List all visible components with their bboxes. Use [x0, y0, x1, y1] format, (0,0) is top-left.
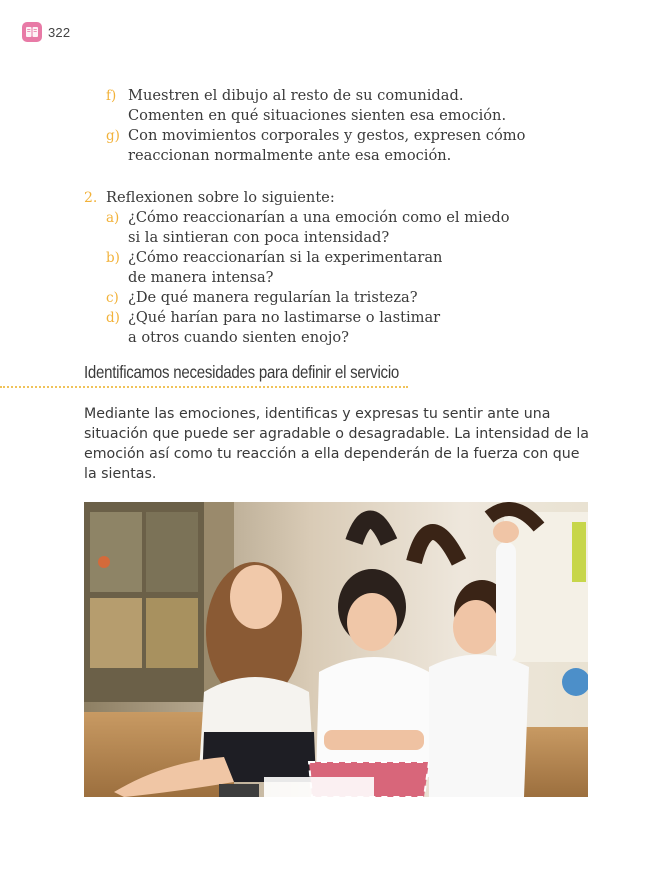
section-divider — [0, 386, 408, 388]
list-item-text: ¿Cómo reaccionarían si la experimentaran — [128, 249, 443, 266]
page-number: 322 — [48, 24, 71, 40]
list-item-text: Reflexionen sobre lo siguiente: — [106, 189, 335, 206]
paragraph-line: situación que puede ser agradable o desagradable. La intensidad de la — [84, 426, 589, 442]
list-item-text: ¿Cómo reaccionarían a una emoción como el miedo — [128, 209, 510, 226]
list-item-text: ¿Qué harían para no lastimarse o lastimar — [128, 309, 441, 326]
list-item-text: reaccionan normalmente ante esa emoción. — [128, 147, 452, 164]
paragraph-line: Mediante las emociones, identificas y expresas tu sentir ante una — [84, 406, 551, 422]
paragraph-line: emoción así como tu reacción a ella dependerán de la fuerza con que — [84, 446, 580, 462]
list-item-text: Comenten en qué situaciones sienten esa emoción. — [128, 107, 507, 124]
list-number: 2. — [84, 190, 98, 206]
list-item-text: de manera intensa? — [128, 269, 274, 286]
book-icon — [22, 22, 42, 42]
list-item-text: Muestren el dibujo al resto de su comunidad. — [128, 87, 464, 104]
list-letter: g) — [106, 128, 120, 144]
list-item-text: a otros cuando sienten enojo? — [128, 329, 350, 346]
list-item-text: Con movimientos corporales y gestos, expresen cómo — [128, 127, 526, 144]
list-letter: b) — [106, 250, 120, 266]
list-letter: d) — [106, 310, 120, 326]
list-letter: c) — [106, 290, 119, 306]
list-item-text: si la sintieran con poca intensidad? — [128, 229, 390, 246]
paragraph-line: la sientas. — [84, 466, 157, 482]
list-letter: a) — [106, 210, 120, 226]
list-item-text: ¿De qué manera regularían la tristeza? — [128, 289, 418, 306]
section-title: Identificamos necesidades para definir el servicio — [84, 362, 400, 382]
list-letter: f) — [106, 88, 117, 104]
classroom-photo — [84, 502, 588, 797]
page-header — [22, 22, 70, 42]
